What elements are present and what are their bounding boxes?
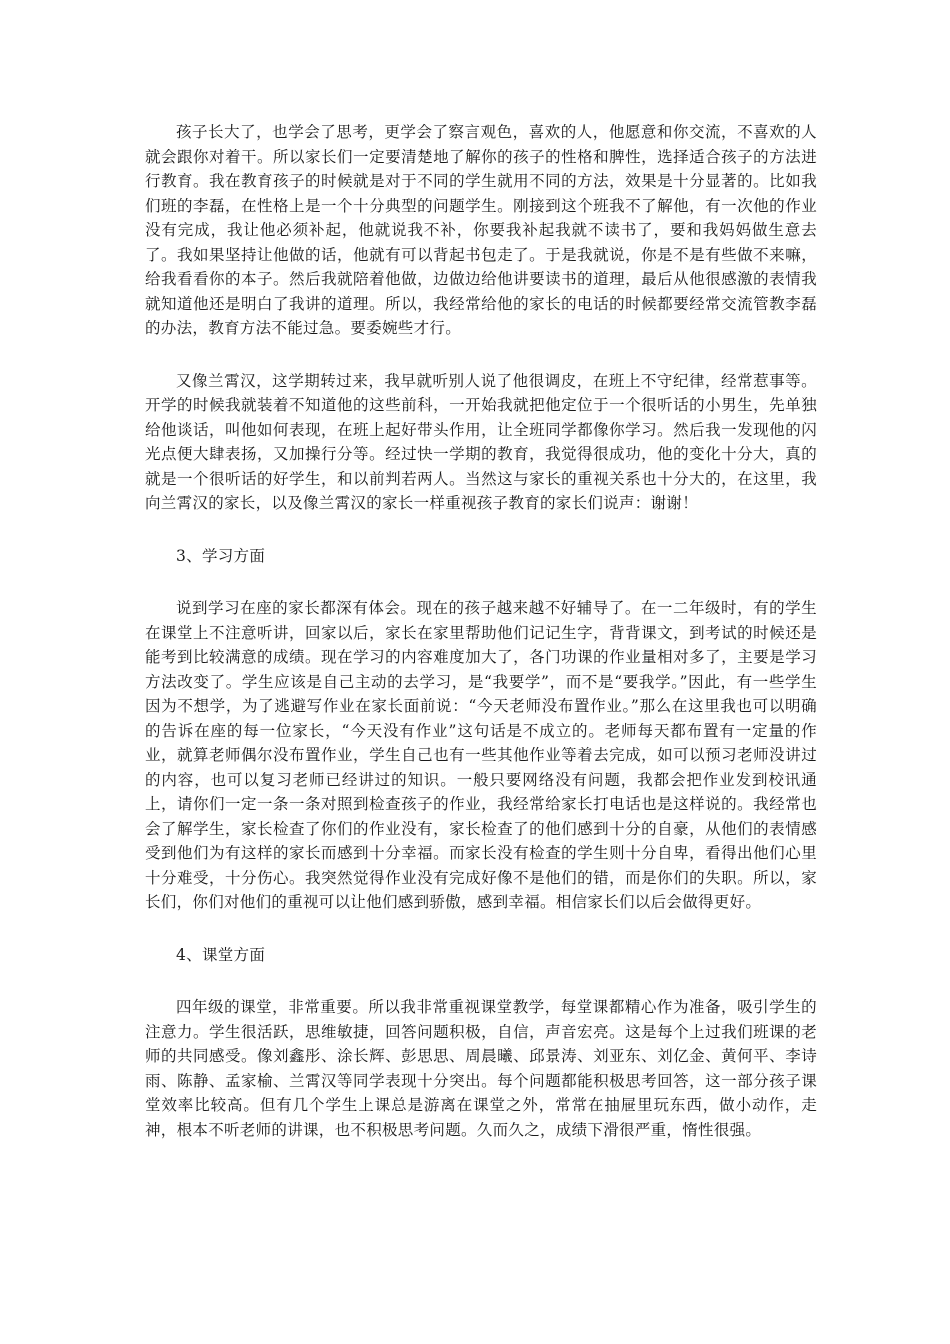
paragraph-gap xyxy=(145,516,817,544)
section-heading-classroom: 4、课堂方面 xyxy=(176,945,266,964)
paragraph-lan-xiaohan: 又像兰霄汉，这学期转过来，我早就听别人说了他很调皮，在班上不守纪律，经常惹事等。开学的时候我就装着不知道他的这些前科，一开始我就把他定位于一个很听话的小男生，先单独给他谈话，叫他如何表现，在班上起好带头作用，让全班同学都像你学习。然后我一发现他的闪光点便大肆表扬，又加操行分等。经过快一学期的教育，我觉得很成功，他的变化十分大，真的就是一个很听话的好学生，和以前判若两人。当然这与家长的重视关系也十分大的，在这里，我向兰霄汉的家长，以及像兰霄汉的家长一样重视孩子教育的家长们说声：谢谢！ xyxy=(145,371,817,512)
paragraph-gap xyxy=(145,568,817,596)
section-heading-study: 3、学习方面 xyxy=(176,546,266,565)
paragraph-discipline-li-lei: 孩子长大了，也学会了思考，更学会了察言观色，喜欢的人，他愿意和你交流，不喜欢的人就会跟你对着干。所以家长们一定要清楚地了解你的孩子的性格和脾性，选择适合孩子的方法进行教育。我在教育孩子的时候就是对于不同的学生就用不同的方法，效果是十分显著的。比如我们班的李磊，在性格上是一个十分典型的问题学生。刚接到这个班我不了解他，有一次他的作业没有完成，我让他必须补起，他就说我不补，你要我补起我就不读书了，要和我妈妈做生意去了。我如果坚持让他做的话，他就有可以背起书包走了。于是我就说，你是不是有些做不来嘛，给我看看你的本子。然后我就陪着他做，边做边给他讲要读书的道理，最后从他很感激的表情我就知道他还是明白了我讲的道理。所以，我经常给他的家长的电话的时候都要经常交流管教李磊的办法，教育方法不能过急。要委婉些才行。 xyxy=(145,123,817,337)
paragraph-gap xyxy=(145,915,817,943)
document-body xyxy=(145,120,817,1142)
paragraph-gap xyxy=(145,967,817,995)
paragraph-study: 说到学习在座的家长都深有体会。现在的孩子越来越不好辅导了。在一二年级时，有的学生在课堂上不注意听讲，回家以后，家长在家里帮助他们记记生字，背背课文，到考试的时候还是能考到比较满意的成绩。现在学习的内容难度加大了，各门功课的作业量相对多了，主要是学习方法改变了。学生应该是自己主动的去学习，是“我要学”，而不是“要我学。”因此，有一些学生因为不想学，为了逃避写作业在家长面前说：“今天老师没布置作业。”那么在这里我也可以明确的告诉在座的每一位家长，“今天没有作业”这句话是不成立的。老师每天都布置有一定量的作业，就算老师偶尔没布置作业，学生自己也有一些其他作业等着去完成，如可以预习老师没讲过的内容，也可以复习老师已经讲过的知识。一般只要网络没有问题，我都会把作业发到校讯通上，请你们一定一条一条对照到检查孩子的作业，我经常给家长打电话也是这样说的。我经常也会了解学生，家长检查了你们的作业没有，家长检查了的他们感到十分的自豪，从他们的表情感受到他们为有这样的家长而感到十分幸福。而家长没有检查的学生则十分自卑，看得出他们心里十分难受，十分伤心。我突然觉得作业没有完成好像不是他们的错，而是你们的失职。所以，家长们，你们对他们的重视可以让他们感到骄傲，感到幸福。相信家长们以后会做得更好。 xyxy=(145,599,817,911)
paragraph-gap xyxy=(145,341,817,369)
paragraph-classroom: 四年级的课堂，非常重要。所以我非常重视课堂教学，每堂课都精心作为准备，吸引学生的注意力。学生很活跃，思维敏捷，回答问题积极，自信，声音宏亮。这是每个上过我们班课的老师的共同感受。像刘鑫彤、涂长辉、彭思思、周晨曦、邱景涛、刘亚东、刘亿金、黄何平、李诗雨、陈静、孟家榆、兰霄汉等同学表现十分突出。每个问题都能积极思考回答，这一部分孩子课堂效率比较高。但有几个学生上课总是游离在课堂之外，常常在抽屉里玩东西，做小动作，走神，根本不听老师的讲课，也不积极思考问题。久而久之，成绩下滑很严重，惰性很强。 xyxy=(145,998,817,1139)
